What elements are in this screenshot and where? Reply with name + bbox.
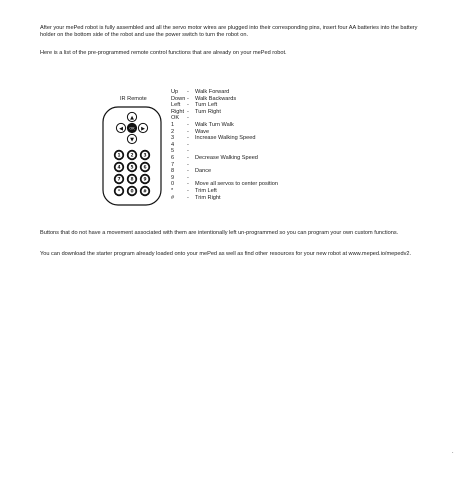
ok-button (127, 123, 136, 132)
function-row (171, 96, 278, 103)
svg-text:◀: ◀ (119, 125, 123, 132)
function-dash: - (187, 168, 189, 175)
function-key: 1 (171, 121, 175, 128)
svg-text:3: 3 (143, 153, 147, 159)
list-intro-paragraph: Here is a list of the pre-programmed remote control functions that are already on your mePed robot. (40, 50, 287, 56)
digit-button (127, 186, 137, 196)
up-button (127, 112, 136, 121)
svg-text:9: 9 (143, 177, 147, 183)
function-description: Turn Left (195, 102, 218, 109)
svg-text:▲: ▲ (130, 114, 134, 121)
function-dash: - (187, 154, 189, 161)
svg-text:4: 4 (117, 165, 121, 171)
function-key: 6 (171, 154, 175, 161)
function-description: Walk Backwards (195, 95, 237, 102)
function-key: 4 (171, 141, 175, 148)
function-dash: - (187, 89, 189, 95)
function-row (171, 89, 278, 96)
function-row (171, 175, 278, 182)
digit-button (114, 186, 124, 196)
digit-button (127, 162, 137, 172)
function-row (171, 115, 278, 122)
digit-button (140, 150, 150, 160)
function-dash: - (187, 174, 189, 181)
ir-remote-image (102, 106, 162, 206)
function-row (171, 142, 278, 149)
svg-text:*: * (117, 189, 121, 195)
function-row (171, 188, 278, 195)
unprogrammed-paragraph: Buttons that do not have a movement associated with them are intentionally left un-programmed so you can program your own custom functions. (40, 230, 399, 236)
digit-keypad (114, 150, 150, 196)
function-row (171, 135, 278, 142)
function-row (171, 148, 278, 155)
function-description: Increase Walking Speed (195, 135, 256, 142)
svg-text:2: 2 (130, 153, 134, 159)
function-key: Up (171, 89, 179, 95)
svg-text:7: 7 (117, 177, 121, 183)
function-key: * (171, 187, 174, 194)
function-dash: - (187, 135, 189, 142)
function-dash: - (187, 181, 189, 188)
function-key: 2 (171, 128, 175, 135)
function-row (171, 129, 278, 136)
function-dash: - (187, 121, 189, 128)
function-dash: - (187, 108, 189, 115)
function-description: Turn Right (195, 108, 221, 115)
function-row (171, 195, 278, 202)
function-dash: - (187, 102, 189, 109)
remote-label: IR Remote (120, 96, 147, 102)
right-button (138, 123, 147, 132)
function-dash: - (187, 141, 189, 148)
function-dash: - (187, 128, 189, 135)
function-row (171, 168, 278, 175)
function-key: 9 (171, 174, 175, 181)
function-key: 5 (171, 148, 175, 155)
function-description: Dance (195, 168, 212, 175)
intro-paragraph: After your mePed robot is fully assembled and all the servo motor wires are plugged into their corresponding pins, insert four AA batteries into the battery holder on the bottom side of the robot and use the power switch to turn the robot on. (40, 25, 418, 38)
function-description: Trim Right (195, 194, 221, 201)
digit-button (140, 174, 150, 184)
function-dash: - (187, 161, 189, 168)
function-row (171, 109, 278, 116)
function-row (171, 181, 278, 188)
function-description: Wave (195, 128, 210, 135)
digit-button (140, 186, 150, 196)
svg-text:OK: OK (129, 126, 135, 131)
svg-text:8: 8 (130, 177, 134, 183)
svg-text:▼: ▼ (130, 136, 134, 143)
digit-button (114, 174, 124, 184)
function-key: Down (171, 95, 186, 102)
download-paragraph: You can download the starter program already loaded onto your mePed as well as find other resources for your new robot at www.meped.io/mepedv2. (40, 251, 412, 257)
function-row (171, 162, 278, 169)
function-dash: - (187, 194, 189, 201)
left-button (116, 123, 125, 132)
function-key: 7 (171, 161, 175, 168)
function-row (171, 155, 278, 162)
function-description: Decrease Walking Speed (195, 154, 258, 161)
function-key: OK (171, 115, 180, 122)
down-button (127, 134, 136, 143)
digit-button (140, 162, 150, 172)
svg-text:1: 1 (117, 153, 121, 159)
digit-button (127, 174, 137, 184)
svg-text:6: 6 (143, 165, 147, 171)
svg-text:▶: ▶ (141, 125, 145, 132)
function-dash: - (187, 187, 189, 194)
remote-function-list (171, 89, 278, 201)
footer-mark: . (452, 449, 454, 455)
function-key: 3 (171, 135, 175, 142)
function-description: Move all servos to center position (195, 181, 279, 188)
digit-button (114, 150, 124, 160)
function-dash: - (187, 148, 189, 155)
function-description: Walk Forward (195, 89, 230, 95)
function-row (171, 102, 278, 109)
digit-button (127, 150, 137, 160)
function-description: Walk Turn Walk (195, 121, 234, 128)
function-key: 8 (171, 168, 175, 175)
svg-text:#: # (143, 189, 147, 195)
function-description: Trim Left (195, 187, 217, 194)
svg-text:5: 5 (130, 165, 134, 171)
function-key: Left (171, 102, 181, 109)
digit-button (114, 162, 124, 172)
function-key: Right (171, 108, 185, 115)
function-dash: - (187, 115, 189, 122)
function-dash: - (187, 95, 189, 102)
svg-text:0: 0 (130, 189, 134, 195)
function-key: # (171, 194, 175, 201)
function-row (171, 122, 278, 129)
function-key: 0 (171, 181, 175, 188)
